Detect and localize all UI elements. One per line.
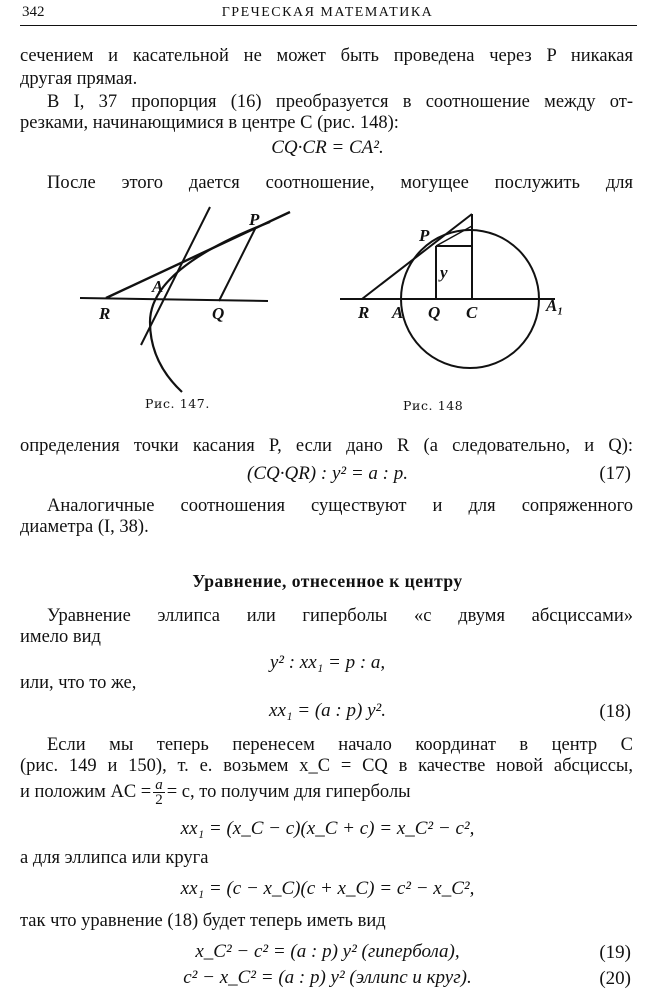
formula-text: (CQ·QR) : y² = a : p.	[247, 463, 408, 484]
formula-hyperbola-xx1	[0, 817, 655, 841]
fraction-a-over-2	[153, 778, 165, 807]
equation-number-18: (18)	[599, 701, 631, 722]
fig147-conic-curve	[150, 222, 270, 392]
fig147-caption: Рис. 147.	[145, 396, 210, 411]
formula-text: y² : xx₁ = p : a,	[269, 652, 386, 673]
para6-line1: Уравнение эллипса или гиперболы «с двумя абсциссами»	[47, 606, 633, 626]
para7-line5: так что уравнение (18) будет теперь иметь вид	[20, 911, 386, 931]
fig148-label-r: R	[358, 303, 370, 322]
formula-ellipse-xx1	[0, 877, 655, 901]
para2-line1: В I, 37 пропорция (16) преобразуется в соотношение между от-	[47, 92, 633, 112]
formula-17	[0, 462, 655, 486]
para5-line1: Аналогичные соотношения существуют и для сопряженного	[47, 496, 633, 516]
fig147-axis-line	[80, 298, 268, 301]
formula-19	[0, 940, 655, 964]
figures-svg	[0, 0, 655, 420]
page-number: 342	[22, 4, 45, 20]
fig148-label-c: C	[466, 303, 478, 322]
fraction-numerator: a	[155, 777, 163, 793]
para1-line1: сечением и касательной не может быть проведена через P никакая	[20, 46, 633, 66]
equation-number-20: (20)	[599, 968, 631, 989]
formula-20	[0, 966, 655, 990]
fig148-label-q: Q	[428, 303, 441, 322]
fig147-label-r: R	[99, 304, 111, 323]
para7-line3-start: и положим AC =	[20, 781, 152, 802]
formula-text: x_C² − c² = (a : p) y² (гипербола),	[195, 941, 460, 962]
para4-line1: определения точки касания P, если дано R (а следовательно, и Q):	[20, 436, 633, 456]
equation-number-19: (19)	[599, 942, 631, 963]
para7-line1: Если мы теперь перенесем начало координат в центр C	[47, 735, 633, 755]
fig147-pq-line	[219, 227, 256, 301]
fig147-label-p: P	[249, 210, 260, 229]
fraction-denominator: 2	[155, 792, 163, 808]
fig148-tangent-line	[362, 214, 472, 299]
formula-text: xx₁ = (c − x_C)(c + x_C) = c² − x_C²,	[180, 878, 475, 899]
formula-18	[0, 699, 655, 723]
fig147-label-q: Q	[212, 304, 225, 323]
para7-line4: а для эллипса или круга	[20, 848, 209, 868]
para3-line1: После этого дается соотношение, могущее послужить для	[47, 173, 633, 193]
formula-text: CQ·CR = CA².	[271, 137, 384, 158]
fig148-label-a1: A₁	[546, 296, 564, 315]
fig148-label-y: y	[440, 263, 448, 282]
para2-line2: резками, начинающимися в центре C (рис. 148):	[20, 113, 399, 133]
para7-line3	[20, 778, 633, 807]
figure-148	[340, 214, 555, 368]
fig148-caption: Рис. 148	[403, 398, 464, 413]
para7-line2: (рис. 149 и 150), т. е. возьмем x_C = CQ в качестве новой абсциссы,	[20, 756, 633, 776]
formula-text: xx₁ = (a : p) y².	[269, 700, 386, 721]
para6-line2: имело вид	[20, 627, 101, 647]
section-heading: Уравнение, отнесенное к центру	[192, 571, 463, 591]
fig148-label-p: P	[419, 226, 430, 245]
formula-text: xx₁ = (x_C − c)(x_C + c) = x_C² − c²,	[180, 818, 475, 839]
para5-line2: диаметра (I, 38).	[20, 517, 149, 537]
figure-147	[80, 207, 290, 392]
fig148-label-a: A	[392, 303, 404, 322]
para7-line3-end: = c, то получим для гиперболы	[166, 781, 411, 802]
equation-number-17: (17)	[599, 463, 631, 484]
formula-text: c² − x_C² = (a : p) y² (эллипс и круг).	[183, 967, 472, 988]
running-title: ГРЕЧЕСКАЯ МАТЕМАТИКА	[221, 5, 434, 20]
para1-line2: другая прямая.	[20, 69, 138, 89]
para6-line3: или, что то же,	[20, 673, 137, 693]
fig147-label-a: A	[152, 277, 164, 296]
